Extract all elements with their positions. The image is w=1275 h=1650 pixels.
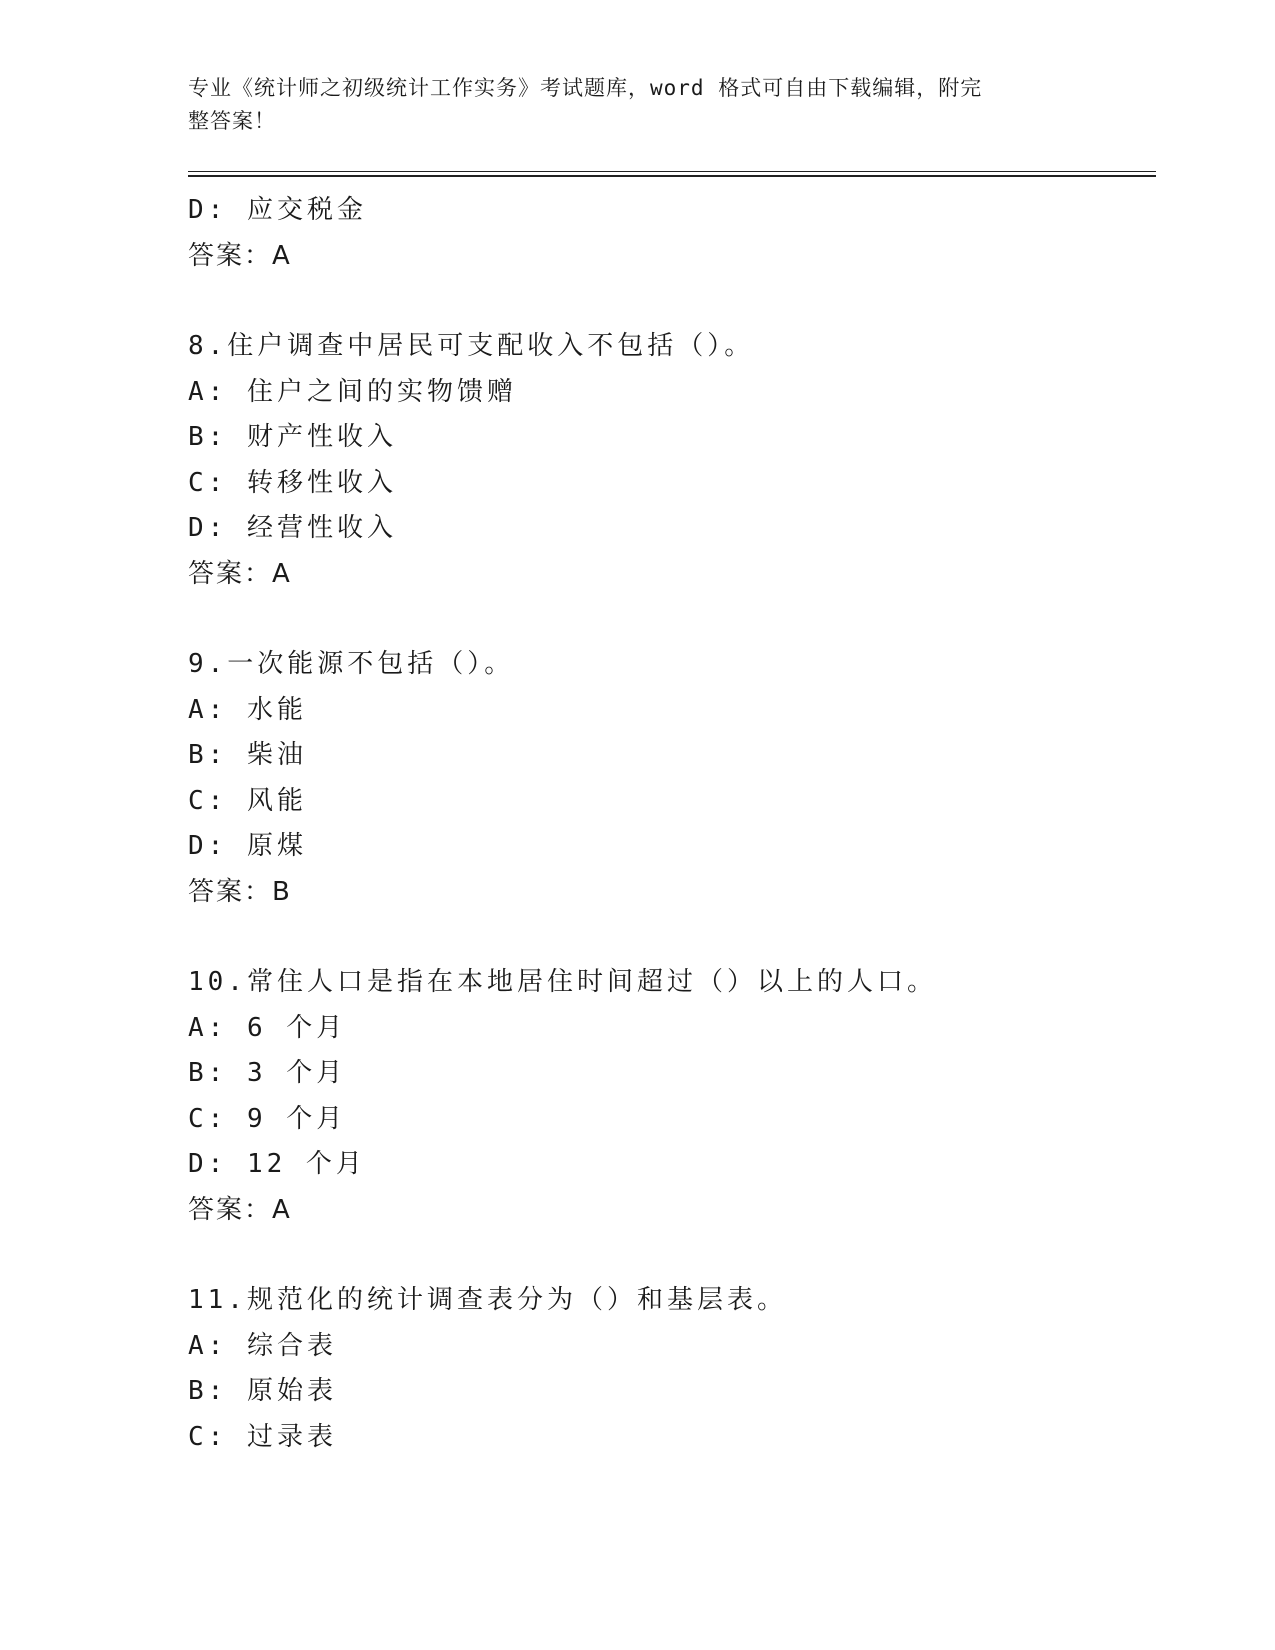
- option-b: B: 3 个月: [188, 1058, 347, 1088]
- option-d: D: 经营性收入: [188, 513, 397, 543]
- option-a: A: 住户之间的实物馈赠: [188, 376, 517, 407]
- option-a: A: 综合表: [188, 1330, 337, 1361]
- question-stem: 9.一次能源不包括（）。: [188, 649, 515, 679]
- answer-line: 答案：B: [188, 876, 292, 907]
- header-line-2: 整答案！: [188, 109, 276, 133]
- option-b: B: 原始表: [188, 1376, 337, 1406]
- option-a: A: 水能: [188, 694, 307, 725]
- answer-line: 答案：A: [188, 1194, 292, 1225]
- document-header: [188, 72, 1068, 138]
- option-b: B: 柴油: [188, 740, 307, 770]
- header-rule-bottom: [188, 175, 1156, 177]
- option-d: D: 原煤: [188, 831, 307, 861]
- question-stem: 11.规范化的统计调查表分为（）和基层表。: [188, 1285, 787, 1315]
- question-11: [188, 1278, 1148, 1460]
- option-c: C: 过录表: [188, 1421, 337, 1452]
- answer-line: 答案：A: [188, 240, 292, 271]
- answer-line: 答案：A: [188, 558, 292, 589]
- question-8: [188, 324, 1148, 597]
- question-9: [188, 642, 1148, 915]
- option-c: C: 风能: [188, 785, 307, 816]
- question-stem: 8.住户调查中居民可支配收入不包括（）。: [188, 331, 755, 361]
- option-b: B: 财产性收入: [188, 422, 397, 452]
- question-10: [188, 960, 1148, 1233]
- option-d: D: 应交税金: [188, 195, 367, 225]
- previous-question-tail: [188, 188, 1148, 279]
- option-c: C: 9 个月: [188, 1103, 347, 1134]
- header-line-1: 专业《统计师之初级统计工作实务》考试题库，word 格式可自由下载编辑，附完: [188, 76, 983, 100]
- question-stem: 10.常住人口是指在本地居住时间超过（）以上的人口。: [188, 967, 937, 997]
- option-d: D: 12 个月: [188, 1149, 366, 1179]
- option-c: C: 转移性收入: [188, 467, 397, 498]
- question-list: [188, 188, 1148, 1460]
- option-a: A: 6 个月: [188, 1012, 347, 1043]
- header-rule-top: [188, 171, 1156, 172]
